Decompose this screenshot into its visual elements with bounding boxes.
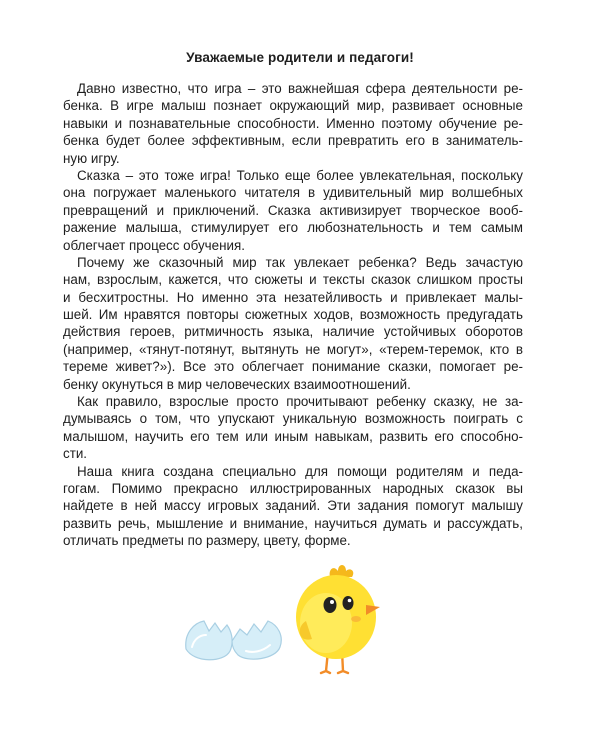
- text-line: Как правило, взрослые просто прочитывают ребенку сказку, не за-: [77, 394, 523, 410]
- text-line: думываясь о том, что упускают уникальную возможность поиграть с: [63, 411, 523, 427]
- text-line: облегчает процесс обучения.: [63, 237, 245, 253]
- text-line: тереме живет?»). Все это облегчает понимание сказки, помогает ре-: [63, 359, 523, 375]
- page-title: Уважаемые родители и педагоги!: [186, 50, 414, 65]
- text-line: Сказка – это тоже игра! Только еще более увлекательная, поскольку: [77, 167, 523, 183]
- text-line: Наша книга создана специально для помощи родителям и педа-: [77, 463, 523, 479]
- text-line: бенку окунуться в мир человеческих взаимоотношений.: [63, 376, 411, 392]
- chick-with-eggshell-icon: [180, 555, 400, 675]
- text-line: шей. Им нравятся повторы сюжетных ходов, возможность предугадать: [63, 307, 523, 323]
- text-line: сти.: [63, 446, 88, 462]
- text-line: найдете в ней массу игровых заданий. Эти задания помогут малышу: [63, 498, 523, 514]
- text-line: превращений и приключений. Сказка активизирует творческое вооб-: [63, 202, 523, 218]
- chick-icon: [296, 565, 380, 673]
- text-line: гогам. Помимо прекрасно иллюстрированных народных сказок вы: [63, 480, 523, 496]
- text-line: навыки и познавательные способности. Именно поэтому обучение ре-: [63, 115, 523, 131]
- text-line: малышом, научить его тем или иным навыкам, развить его способно-: [63, 428, 523, 444]
- text-line: Давно известно, что игра – это важнейшая сфера деятельности ре-: [77, 81, 523, 96]
- text-line: она погружает маленького читателя в удивительный мир волшебных: [63, 185, 523, 201]
- text-line: (например, «тянут-потянут, вытянуть не могут», «терем-теремок, кто в: [63, 341, 523, 357]
- text-line: бенка будет более эффективным, если превратить его в заниматель-: [63, 133, 523, 149]
- text-line: ную игру.: [63, 150, 120, 166]
- text-line: и бесхитростны. Но именно эта незатейливость и привлекает малы-: [63, 289, 523, 305]
- eggshell-right-icon: [232, 621, 281, 659]
- text-line: отличать предметы по размеру, цвету, форме.: [63, 533, 351, 549]
- text-line: действия героев, ритмичность языка, наличие устойчивых оборотов: [63, 324, 523, 340]
- text-line: Почему же сказочный мир так увлекает ребенка? Ведь зачастую: [77, 254, 523, 270]
- text-line: ражение малыша, стимулирует его любознательность и тем самым: [63, 220, 523, 236]
- body-text: [63, 80, 523, 550]
- text-line: нам, взрослым, кажется, что сюжеты и тексты сказок слишком просты: [63, 272, 523, 288]
- text-line: бенка. В игре малыш познает окружающий мир, развивает основные: [63, 98, 523, 114]
- text-line: развить речь, мышление и внимание, научиться думать и рассуждать,: [63, 515, 523, 531]
- eggshell-left-icon: [186, 621, 232, 660]
